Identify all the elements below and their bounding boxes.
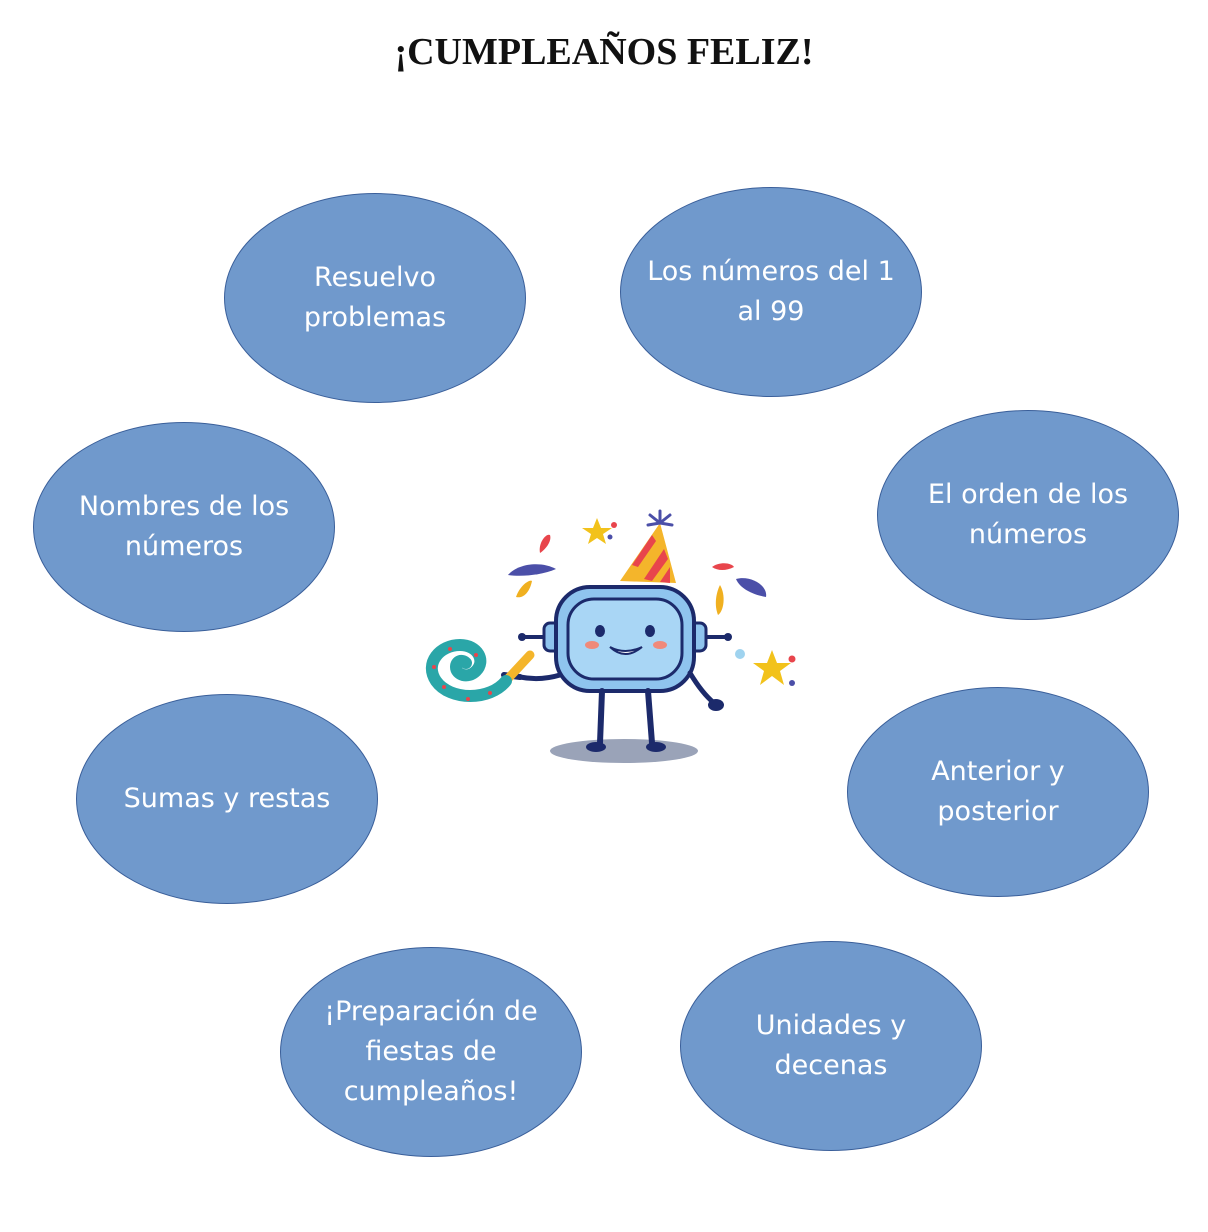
topic-bubble-sumas-restas[interactable]	[76, 694, 378, 904]
party-robot-icon	[420, 505, 810, 770]
topic-bubble-nombres-numeros[interactable]	[33, 422, 335, 632]
topic-bubble-resuelvo-problemas[interactable]	[224, 193, 526, 403]
topic-bubble-unidades-decenas[interactable]	[680, 941, 982, 1151]
topic-label: Anterior y posterior	[931, 756, 1065, 827]
page-title: ¡CUMPLEAÑOS FELIZ!	[394, 31, 814, 73]
topic-label: Los números del 1 al 99	[647, 256, 895, 327]
topic-bubble-numeros-1-99[interactable]	[620, 187, 922, 397]
topic-label: Sumas y restas	[123, 783, 331, 814]
topic-label: Nombres de los números	[78, 491, 290, 562]
topic-bubble-orden-numeros[interactable]	[877, 410, 1179, 620]
topic-label: El orden de los números	[927, 479, 1129, 550]
topic-bubble-anterior-posterior[interactable]	[847, 687, 1149, 897]
topic-label: Resuelvo problemas	[303, 262, 447, 333]
topic-label: ¡Preparación de fiestas de cumpleaños!	[324, 996, 538, 1107]
topic-label: Unidades y decenas	[755, 1010, 907, 1081]
topic-bubble-fiestas-cumpleanos[interactable]	[280, 947, 582, 1157]
